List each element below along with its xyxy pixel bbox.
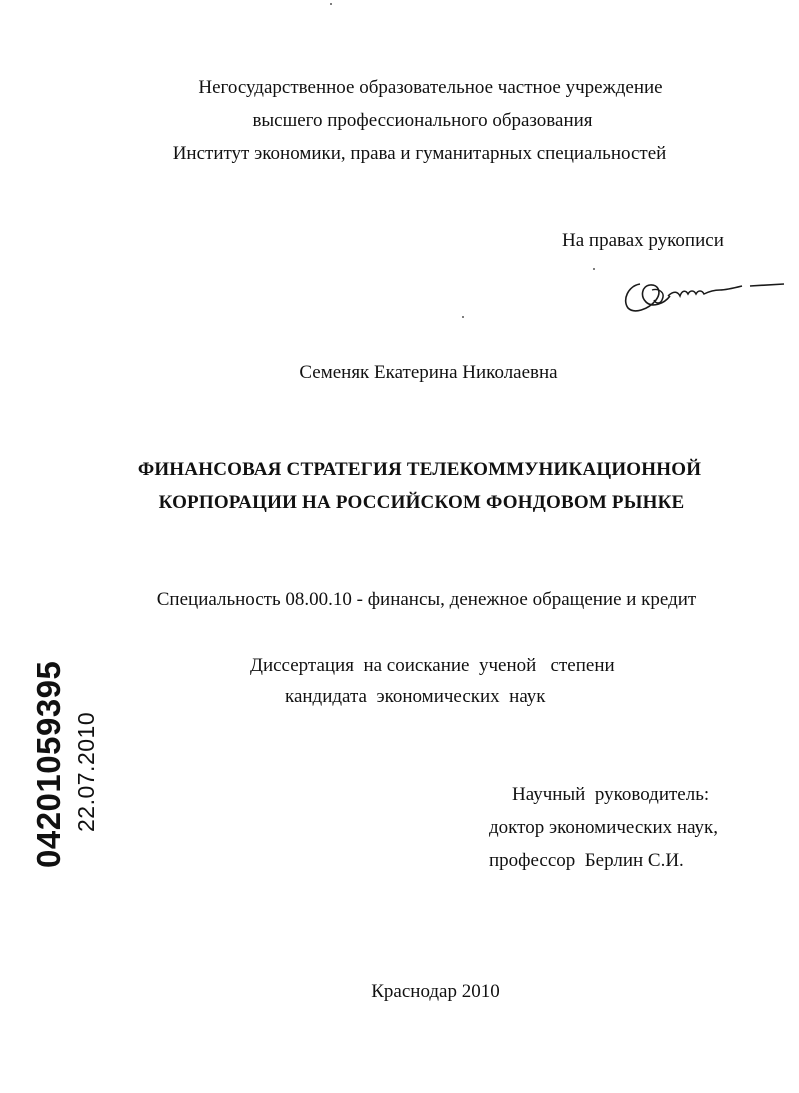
institution-line-3: Институт экономики, права и гуманитарных специальностей bbox=[172, 143, 667, 164]
institution-line-1: Негосударственное образовательное частное учреждение bbox=[198, 77, 663, 98]
scan-speck bbox=[330, 3, 332, 5]
dissertation-line-2: кандидата экономических наук bbox=[285, 686, 546, 707]
supervisor-line-2: доктор экономических наук, bbox=[489, 817, 719, 838]
title-line-1: ФИНАНСОВАЯ СТРАТЕГИЯ ТЕЛЕКОММУНИКАЦИОННОЙ bbox=[137, 459, 702, 480]
registration-date-stamp: 22.07.2010 bbox=[73, 711, 99, 832]
signature-icon bbox=[622, 270, 787, 320]
registration-number-stamp: 04201059395 bbox=[30, 660, 67, 868]
manuscript-note: На правах рукописи bbox=[562, 230, 724, 251]
place-and-year: Краснодар 2010 bbox=[371, 981, 500, 1002]
dissertation-line-1: Диссертация на соискание ученой степени bbox=[250, 655, 615, 676]
specialty: Специальность 08.00.10 - финансы, денежное обращение и кредит bbox=[156, 589, 697, 610]
scan-speck bbox=[593, 268, 595, 270]
scan-speck bbox=[462, 316, 464, 318]
title-line-2: КОРПОРАЦИИ НА РОССИЙСКОМ ФОНДОВОМ РЫНКЕ bbox=[158, 492, 685, 513]
supervisor-line-1: Научный руководитель: bbox=[512, 784, 710, 805]
supervisor-line-3: профессор Берлин С.И. bbox=[489, 850, 684, 871]
institution-line-2: высшего профессионального образования bbox=[252, 110, 593, 131]
author-name: Семеняк Екатерина Николаевна bbox=[299, 362, 558, 383]
